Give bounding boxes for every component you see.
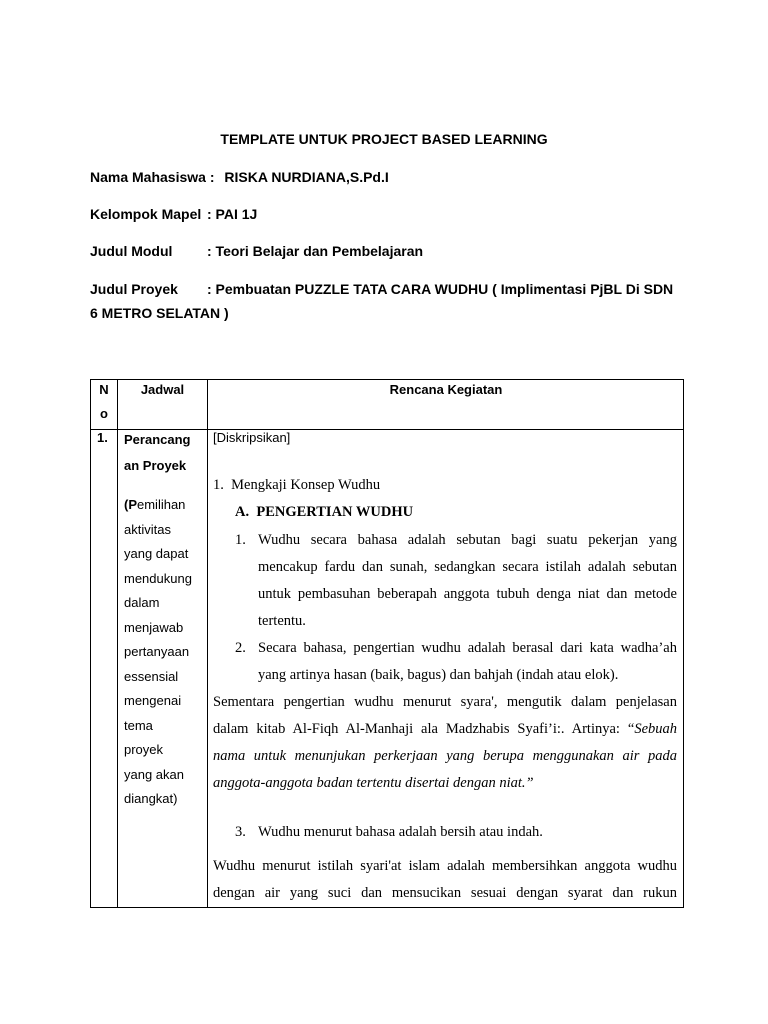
header-no: N o xyxy=(99,382,109,421)
point-2: 2. Secara bahasa, pengertian wudhu adalah berasal dari kata wadha’ah yang artinya hasan (baik, bagus) dan bahjah (indah atau elok). xyxy=(235,640,677,683)
point-1: 1. Wudhu secara bahasa adalah sebutan bagi suatu pekerjan yang mencakup fardu dan sunah, sedangkan secara istilah adalah sebutan untuk pembasuhan beberapah anggota tubuh denga niat dan metode tertentu. xyxy=(235,532,677,629)
jadwal-description-line: mendukung xyxy=(124,570,192,586)
judul-proyek-row xyxy=(90,281,673,297)
kelompok-mapel-row xyxy=(90,206,257,222)
jadwal-description xyxy=(124,493,206,812)
jadwal-description-line: diangkat) xyxy=(124,791,178,806)
jadwal-cell xyxy=(124,427,206,812)
jadwal-description-line: essensial xyxy=(124,668,179,684)
document-title: TEMPLATE UNTUK PROJECT BASED LEARNING xyxy=(220,131,548,147)
jadwal-description-line: proyek xyxy=(124,742,164,757)
kelompok-value: : PAI 1J xyxy=(207,206,258,222)
judul-modul-row xyxy=(90,243,423,259)
column-divider-1 xyxy=(117,380,118,907)
nama-value: RISKA NURDIANA,S.Pd.I xyxy=(224,169,389,185)
proyek-label: Judul Proyek xyxy=(90,281,178,297)
paragraph-syariat: Wudhu menurut istilah syari'at islam adalah membersihkan anggota wudhu dengan air yang suci dan mensucikan sesuai dengan syarat dan rukun xyxy=(213,858,677,901)
jadwal-title: Perancang an Proyek xyxy=(124,432,191,473)
jadwal-description-line: yang akan xyxy=(124,766,184,782)
modul-label: Judul Modul xyxy=(90,243,173,259)
jadwal-description-line: mengenai xyxy=(124,693,182,708)
nama-mahasiswa-row xyxy=(90,169,389,185)
jadwal-description-line: yang dapat xyxy=(124,546,189,561)
row-number: 1. xyxy=(97,430,108,445)
rencana-kegiatan-cell xyxy=(213,426,677,907)
header-jadwal: Jadwal xyxy=(140,382,185,397)
jadwal-description-open: (P xyxy=(124,497,137,512)
placeholder-text: [Diskripsikan] xyxy=(213,430,291,445)
header-rencana-kegiatan: Rencana Kegiatan xyxy=(389,382,503,397)
proyek-value-line2: 6 METRO SELATAN ) xyxy=(90,305,229,321)
jadwal-description-line: menjawab xyxy=(124,619,184,635)
point-3: 3. Wudhu menurut bahasa adalah bersih atau indah. xyxy=(235,824,543,840)
jadwal-description-line: dalam xyxy=(124,595,160,610)
jadwal-description-line: pertanyaan xyxy=(124,644,190,659)
paragraph-syara: Sementara pengertian wudhu menurut syara', mengutik dalam penjelasan dalam kitab Al-Fiqh Al-Manhaji ala Madzhabis Syafi’i:. Artinya: “Sebuah nama untuk menunjukan perkerjaan yang berupa menggunakan air pada anggota-anggota badan tertentu disertai dengan niat.” xyxy=(213,694,677,791)
project-plan-table xyxy=(90,379,684,908)
column-divider-2 xyxy=(207,380,208,907)
modul-value: : Teori Belajar dan Pembelajaran xyxy=(207,243,424,259)
nama-label: Nama Mahasiswa : xyxy=(90,169,215,185)
section-pengertian-wudhu: A. PENGERTIAN WUDHU xyxy=(235,504,414,520)
jadwal-description-line: tema xyxy=(124,717,153,733)
jadwal-description-line: aktivitas xyxy=(124,521,171,537)
proyek-value-line1: : Pembuatan PUZZLE TATA CARA WUDHU ( Implimentasi PjBL Di SDN xyxy=(207,281,674,297)
kelompok-label: Kelompok Mapel xyxy=(90,206,202,222)
item-mengkaji-konsep: 1. Mengkaji Konsep Wudhu xyxy=(213,477,381,493)
jadwal-description-line: (Pemilihan xyxy=(124,497,186,512)
